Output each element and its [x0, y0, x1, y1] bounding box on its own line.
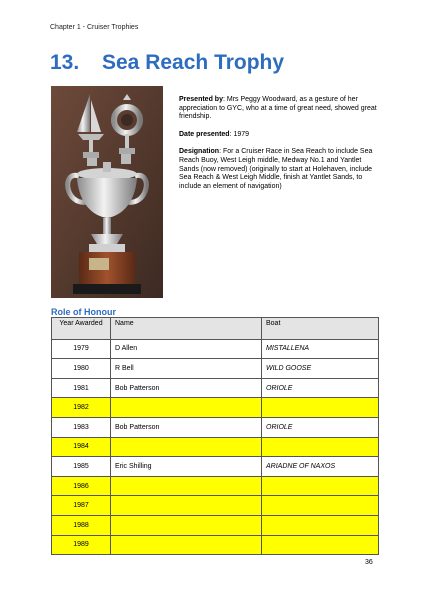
- cell-name: [111, 515, 262, 535]
- cell-boat: [262, 515, 379, 535]
- cell-year: 1979: [52, 339, 111, 359]
- cell-boat: [262, 437, 379, 457]
- cell-name: [111, 476, 262, 496]
- trophy-info: [179, 96, 379, 200]
- cell-year: 1987: [52, 496, 111, 516]
- cell-year: 1983: [52, 417, 111, 437]
- table-row: [52, 378, 379, 398]
- cell-boat: WILD GOOSE: [262, 359, 379, 379]
- table-row: [52, 457, 379, 477]
- trophy-title: Sea Reach Trophy: [102, 51, 285, 74]
- trophy-photo: [51, 86, 163, 298]
- cell-name: Eric Shilling: [111, 457, 262, 477]
- cell-boat: ARIADNE OF NAXOS: [262, 457, 379, 477]
- cell-boat: [262, 476, 379, 496]
- presented-by: [179, 96, 379, 122]
- roll-of-honour-title: Role of Honour: [51, 307, 116, 317]
- designation-text: : For a Cruiser Race in Sea Reach to include Sea Reach Buoy, West Leigh middle, Medway No.1 and Yantlet Sands (now removed) (originally to start at Holehaven, include Sea Reach & West Leigh Middle, finish at Yantlet Sands, to include an element of navigation): [179, 148, 373, 190]
- date-presented: [179, 131, 379, 140]
- designation: [179, 148, 379, 191]
- cell-name: Bob Patterson: [111, 417, 262, 437]
- section-number: 13.: [50, 51, 80, 74]
- cell-boat: MISTALLENA: [262, 339, 379, 359]
- cell-name: [111, 398, 262, 418]
- cell-name: R Bell: [111, 359, 262, 379]
- table-row: [52, 417, 379, 437]
- cell-year: 1989: [52, 535, 111, 555]
- table-header-row: [52, 318, 379, 340]
- presented-by-text: : Mrs Peggy Woodward, as a gesture of her appreciation to GYC, who at a time of great need, showed great friendship.: [179, 96, 377, 121]
- table-row: [52, 496, 379, 516]
- header-year: Year Awarded: [52, 318, 111, 340]
- cell-year: 1985: [52, 457, 111, 477]
- table-row: [52, 476, 379, 496]
- cell-boat: ORIOLE: [262, 417, 379, 437]
- designation-label: Designation: [179, 148, 220, 156]
- roll-of-honour-table: [51, 317, 379, 555]
- table-body: [52, 339, 379, 555]
- presented-by-label: Presented by: [179, 96, 223, 103]
- cell-boat: [262, 496, 379, 516]
- table-row: [52, 437, 379, 457]
- cell-year: 1988: [52, 515, 111, 535]
- header-boat: Boat: [262, 318, 379, 340]
- date-presented-label: Date presented: [179, 130, 230, 138]
- page-number: 36: [365, 559, 373, 566]
- table-row: [52, 535, 379, 555]
- cell-boat: [262, 398, 379, 418]
- cell-year: 1982: [52, 398, 111, 418]
- table-row: [52, 515, 379, 535]
- cell-boat: ORIOLE: [262, 378, 379, 398]
- cell-year: 1984: [52, 437, 111, 457]
- header-name: Name: [111, 318, 262, 340]
- date-presented-text: : 1979: [229, 130, 250, 138]
- table-row: [52, 359, 379, 379]
- cell-name: Bob Patterson: [111, 378, 262, 398]
- cell-name: [111, 437, 262, 457]
- cell-year: 1981: [52, 378, 111, 398]
- cell-name: [111, 496, 262, 516]
- cell-year: 1986: [52, 476, 111, 496]
- cell-name: [111, 535, 262, 555]
- cell-name: D Allen: [111, 339, 262, 359]
- table-row: [52, 398, 379, 418]
- page-title: [50, 51, 284, 75]
- cell-boat: [262, 535, 379, 555]
- table-row: [52, 339, 379, 359]
- chapter-header: Chapter 1 - Cruiser Trophies: [50, 24, 139, 31]
- cell-year: 1980: [52, 359, 111, 379]
